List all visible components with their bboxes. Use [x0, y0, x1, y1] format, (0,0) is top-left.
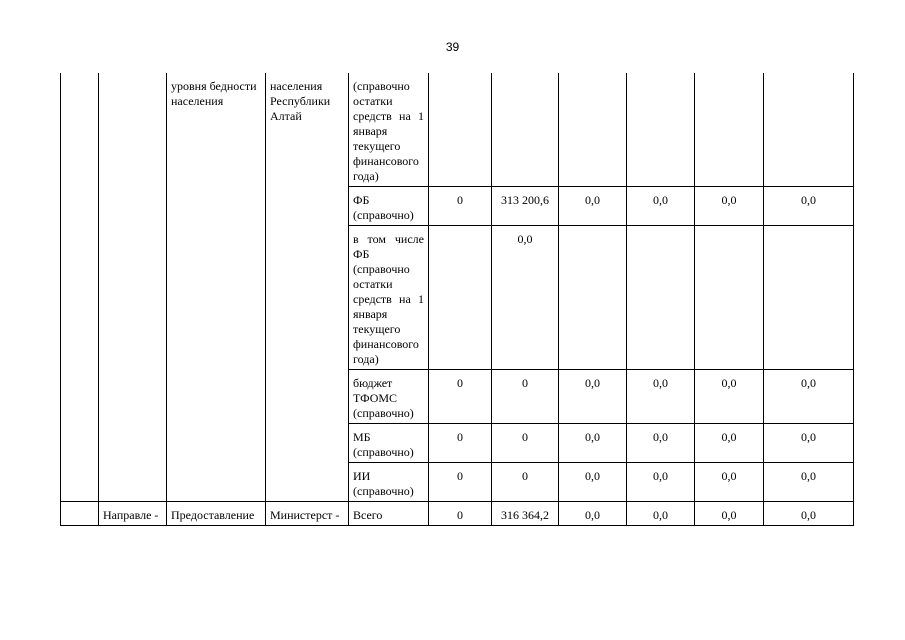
table-row-0 [61, 73, 854, 187]
source-line: января [353, 124, 388, 138]
source-cell [349, 187, 429, 226]
value-cell [429, 73, 492, 187]
col-executor-cell [266, 73, 349, 502]
value-cell: 0,0 [764, 370, 854, 424]
value-cell: 0,0 [764, 463, 854, 502]
source-line: текущего [353, 139, 401, 153]
source-cell [349, 370, 429, 424]
measure-text: Предоставление [171, 508, 255, 522]
source-line: ФБ [353, 247, 370, 261]
value-cell: 0,0 [492, 226, 559, 370]
col-direction-cell [99, 73, 167, 502]
source-cell [349, 463, 429, 502]
value-cell: 0,0 [627, 370, 695, 424]
value-cell: 0,0 [764, 187, 854, 226]
value-cell: 0 [429, 502, 492, 526]
source-line: МБ [353, 430, 371, 444]
source-line: (справочно [353, 262, 410, 276]
value-cell: 0,0 [559, 370, 627, 424]
source-line: января [353, 307, 388, 321]
executor-text: населения Республики Алтай [270, 79, 331, 123]
value-cell [627, 73, 695, 187]
value-cell: 0 [429, 424, 492, 463]
value-cell: 0,0 [695, 187, 764, 226]
table-row-next [61, 502, 854, 526]
source-line: бюджет [353, 376, 393, 390]
source-line: года) [353, 169, 379, 183]
value-cell [559, 73, 627, 187]
source-cell [349, 502, 429, 526]
source-line: в том числе [353, 232, 424, 246]
value-cell: 316 364,2 [492, 502, 559, 526]
source-line: года) [353, 352, 379, 366]
value-cell: 0 [429, 370, 492, 424]
value-cell: 0,0 [559, 424, 627, 463]
source-line: остатки [353, 94, 393, 108]
source-line: средств на 1 [353, 292, 424, 306]
source-line: текущего [353, 322, 401, 336]
value-cell: 0,0 [627, 502, 695, 526]
value-cell: 0,0 [764, 424, 854, 463]
col-direction-cell [99, 502, 167, 526]
source-line: ТФОМС [353, 391, 398, 405]
value-cell: 0 [492, 424, 559, 463]
budget-table [60, 73, 854, 526]
source-cell [349, 424, 429, 463]
col-number-cell [61, 502, 99, 526]
value-cell [695, 226, 764, 370]
value-cell [492, 73, 559, 187]
value-cell: 0 [492, 463, 559, 502]
value-cell: 0,0 [695, 424, 764, 463]
direction-text: Направле - [103, 508, 159, 522]
value-cell [695, 73, 764, 187]
source-line: финансового [353, 337, 419, 351]
value-cell: 0 [492, 370, 559, 424]
value-cell [764, 226, 854, 370]
value-cell: 0,0 [764, 502, 854, 526]
value-cell: 0,0 [559, 187, 627, 226]
value-cell: 0,0 [627, 187, 695, 226]
value-cell [764, 73, 854, 187]
value-cell: 0,0 [559, 463, 627, 502]
source-line: (справочно [353, 79, 410, 93]
source-text: Всего [353, 508, 383, 522]
col-number-cell [61, 73, 99, 502]
source-cell [349, 226, 429, 370]
value-cell: 0 [429, 187, 492, 226]
col-measure-cell [167, 73, 266, 502]
source-line: (справочно) [353, 445, 414, 459]
value-cell [429, 226, 492, 370]
value-cell: 0,0 [627, 424, 695, 463]
value-cell: 0,0 [695, 463, 764, 502]
col-measure-cell [167, 502, 266, 526]
page-number: 39 [445, 40, 460, 54]
source-line: (справочно) [353, 406, 414, 420]
source-line: ФБ [353, 193, 370, 207]
source-line: остатки [353, 277, 393, 291]
source-line: финансового [353, 154, 419, 168]
value-cell: 313 200,6 [492, 187, 559, 226]
source-line: (справочно) [353, 484, 414, 498]
value-cell [627, 226, 695, 370]
value-cell: 0 [429, 463, 492, 502]
value-cell: 0,0 [695, 502, 764, 526]
value-cell [559, 226, 627, 370]
executor-text: Министерст - [270, 508, 340, 522]
source-line: средств на 1 [353, 109, 424, 123]
source-cell [349, 73, 429, 187]
measure-text: уровня бедности населения [171, 79, 257, 108]
value-cell: 0,0 [695, 370, 764, 424]
value-cell: 0,0 [559, 502, 627, 526]
value-cell: 0,0 [627, 463, 695, 502]
col-executor-cell [266, 502, 349, 526]
source-line: ИИ [353, 469, 371, 483]
source-line: (справочно) [353, 208, 414, 222]
